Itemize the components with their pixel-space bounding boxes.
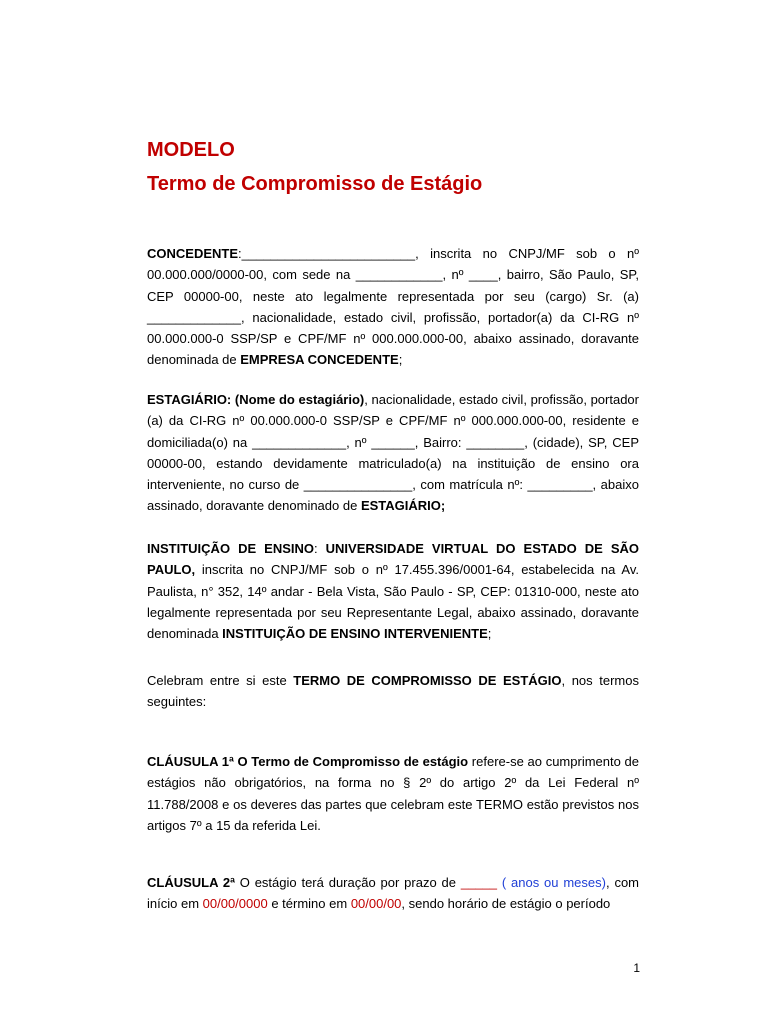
celebram-text-end: , nos termos seguintes: [147,673,639,710]
clausula-1-label: CLÁUSULA 1ª O Termo de Compromisso de estágio [147,754,469,769]
start-date-placeholder: 00/00/0000 [202,896,268,912]
paragraph-estagiario [147,389,639,517]
clausula-2-text-4: , sendo horário de estágio o período [401,896,611,912]
page-number: 1 [633,961,640,975]
end-date-placeholder: 00/00/00 [350,896,402,912]
paragraph-clausula-2 [147,872,639,915]
estagiario-text: , nacionalidade, estado civil, profissão, portador (a) da CI-RG nº 00.000.000-0 SSP/SP e CPF/MF nº 000.000.000-00, residente e domiciliada(o) na _____________, nº ______, Bairro: ________, (cidade), SP, CEP 00000-00, estando devidamente matriculado(a) na instituição de ensino ora interveniente, no curso de _______________, com matrícula nº: _________, abaixo assinado, doravante denominado de [147,392,639,514]
estagiario-label: ESTAGIÁRIO: (Nome do estagiário) [147,392,365,407]
concedente-designation: EMPRESA CONCEDENTE [240,352,399,368]
instituicao-end: ; [487,626,492,642]
clausula-2-label: CLÁUSULA 2ª [147,875,235,890]
duration-unit-placeholder: ( anos ou meses) [497,875,606,890]
instituicao-text: inscrita no CNPJ/MF sob o nº 17.455.396/0001-64, estabelecida na Av. Paulista, n° 352, 14º andar - Bela Vista, São Paulo - SP, CEP: 01310-000, neste ato legalmente representada por seu Representante Legal, abaixo assinado, doravante denominada [147,562,639,642]
paragraph-celebram [147,670,639,713]
clausula-2-text-1: O estágio terá duração por prazo de [234,875,461,890]
document-subtitle: Termo de Compromisso de Estágio [147,173,483,195]
paragraph-concedente [147,243,639,371]
instituicao-name: UNIVERSIDADE VIRTUAL DO ESTADO DE SÃO PAULO, [147,541,639,578]
instituicao-label: INSTITUIÇÃO DE ENSINO [147,541,314,556]
clausula-1-text: refere-se ao cumprimento de estágios não obrigatórios, na forma no § 2º do artigo 2º da Lei Federal nº 11.788/2008 e os deveres das partes que celebram este TERMO estão previstos nos artigos 7º a 15 da referida Lei. [147,754,639,833]
estagiario-designation: ESTAGIÁRIO; [360,498,446,514]
instituicao-colon: : [314,541,326,556]
paragraph-instituicao [147,538,639,644]
concedente-label: CONCEDENTE [147,246,239,261]
paragraph-clausula-1 [147,751,639,836]
concedente-text: :________________________, inscrita no CNPJ/MF sob o nº 00.000.000/0000-00, com sede na ____________, nº ____, bairro, São Paulo, SP, CEP 00000-00, neste ato legalmente representada por seu (cargo) Sr. (a) _____________, nacionalidade, estado civil, profissão, portador(a) da CI-RG nº 00.000.000-0 SSP/SP e CPF/MF nº 000.000.000-00, abaixo assinado, doravante denominada de [147,246,639,368]
clausula-2-text-2: , com início em [147,875,639,912]
celebram-text-start: Celebram entre si este [147,673,294,688]
duration-placeholder: _____ [460,875,497,890]
clausula-2-text-3: e término em [267,896,351,912]
celebram-term: TERMO DE COMPROMISSO DE ESTÁGIO [293,673,562,688]
instituicao-designation: INSTITUIÇÃO DE ENSINO INTERVENIENTE [222,626,488,642]
concedente-end: ; [398,352,403,368]
document-title: MODELO [147,139,235,161]
